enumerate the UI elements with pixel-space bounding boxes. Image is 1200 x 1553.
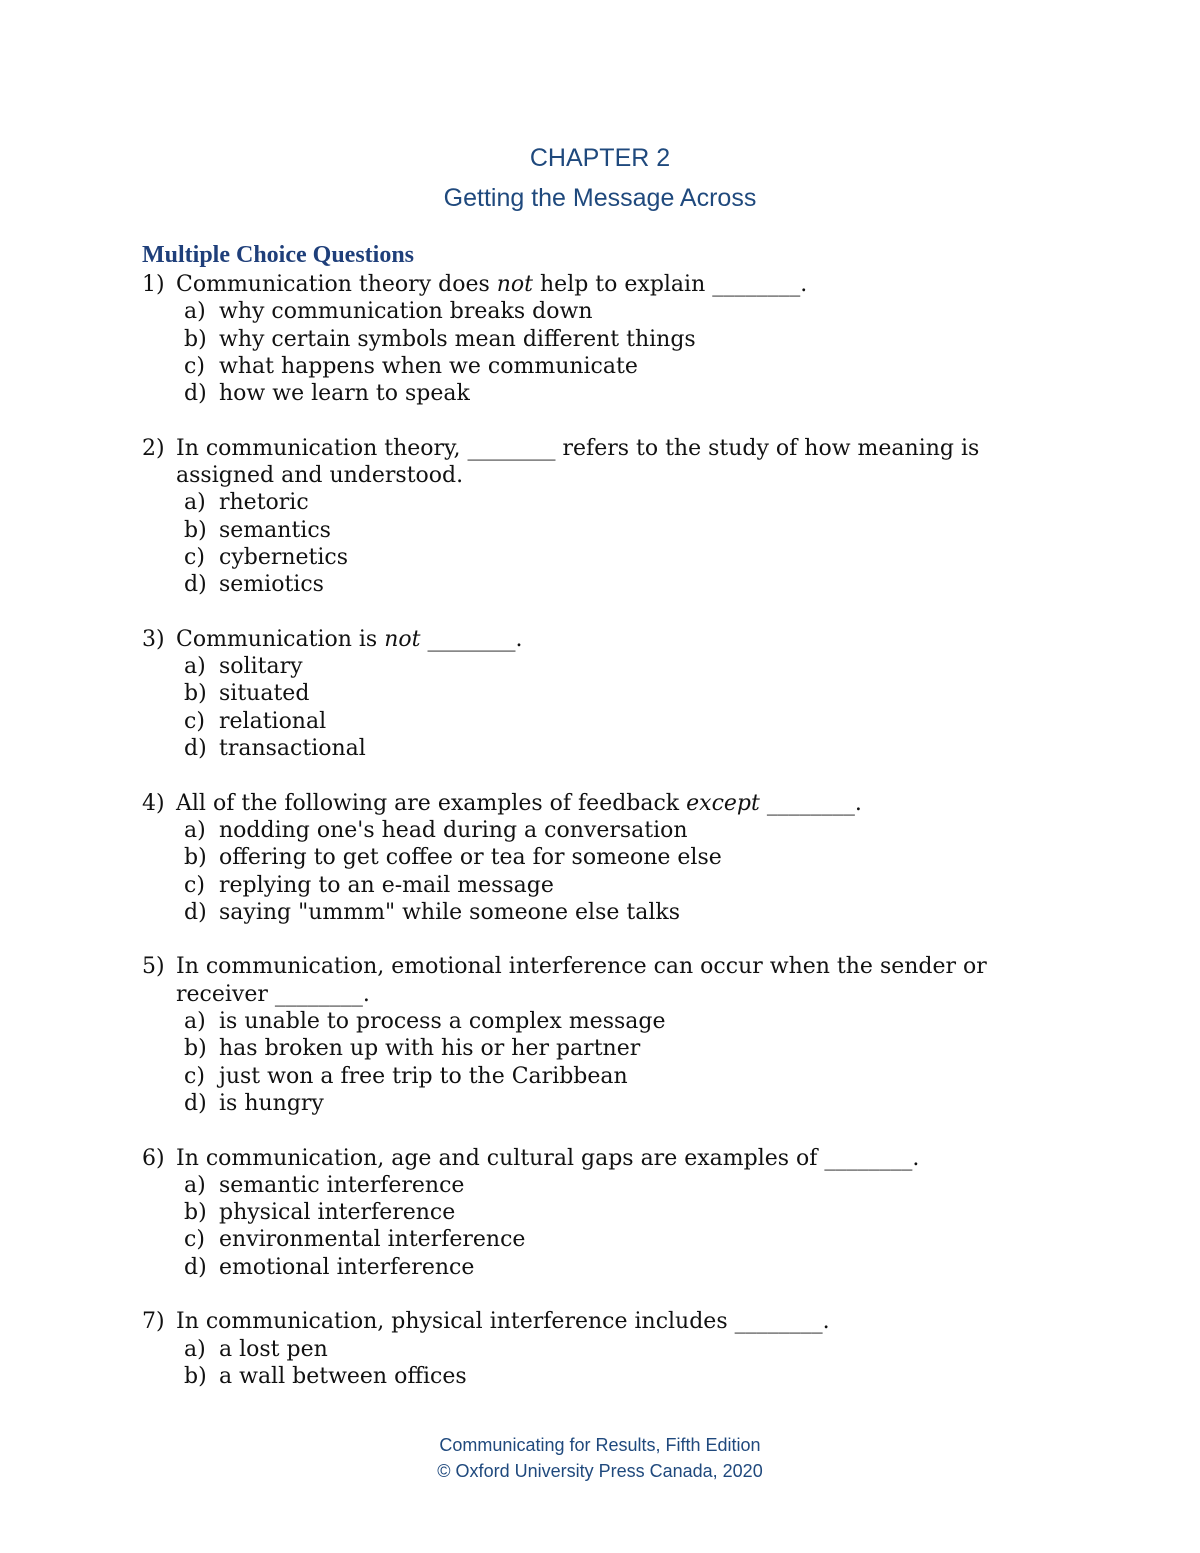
option-label: a) — [184, 490, 206, 516]
option-text: cybernetics — [219, 544, 349, 570]
option-text: environmental interference — [219, 1227, 526, 1253]
question-stem — [142, 626, 1062, 653]
option-text: situated — [219, 681, 310, 707]
option-label: d) — [184, 736, 207, 762]
question-7 — [142, 1308, 1062, 1390]
answer-option — [142, 653, 1062, 680]
question-5 — [142, 953, 1062, 1117]
option-label: c) — [184, 1227, 205, 1253]
question-text: In communication, age and cultural gaps are examples of ________. — [176, 1145, 920, 1171]
question-6 — [142, 1145, 1062, 1281]
option-text: saying "ummm" while someone else talks — [219, 899, 681, 925]
option-text: replying to an e-mail message — [219, 872, 554, 898]
option-label: c) — [184, 872, 205, 898]
answer-option — [142, 353, 1062, 380]
option-text: rhetoric — [219, 490, 309, 516]
question-stem — [142, 790, 1062, 817]
option-label: b) — [184, 1363, 207, 1389]
answer-options — [142, 1336, 1062, 1391]
answer-option — [142, 1035, 1062, 1062]
option-text: a lost pen — [219, 1336, 328, 1362]
question-number: 1) — [142, 272, 165, 297]
answer-option — [142, 708, 1062, 735]
question-text: Communication theory does — [176, 272, 497, 297]
option-text: emotional interference — [219, 1254, 475, 1280]
question-stem — [142, 271, 1062, 298]
answer-option — [142, 326, 1062, 353]
question-number: 5) — [142, 954, 165, 980]
question-text: In communication, physical interference includes ________. — [176, 1309, 830, 1335]
option-text: has broken up with his or her partner — [219, 1036, 641, 1062]
chapter-title: Getting the Message Across — [443, 184, 757, 212]
answer-options — [142, 653, 1062, 762]
question-text: All of the following are examples of feedback — [176, 790, 687, 816]
answer-option — [142, 1363, 1062, 1390]
answer-options — [142, 1172, 1062, 1281]
answer-option — [142, 571, 1062, 598]
option-text: is unable to process a complex message — [219, 1009, 666, 1035]
question-list — [142, 271, 1062, 1417]
option-label: b) — [184, 517, 207, 543]
answer-option — [142, 1254, 1062, 1281]
option-text: why certain symbols mean different things — [219, 326, 696, 352]
question-text-end: help to explain ________. — [533, 272, 808, 297]
answer-option — [142, 517, 1062, 544]
answer-option — [142, 844, 1062, 871]
option-label: d) — [184, 572, 207, 598]
answer-option — [142, 735, 1062, 762]
option-label: a) — [184, 1172, 206, 1198]
question-text: Communication is — [176, 626, 385, 652]
answer-option — [142, 1090, 1062, 1117]
option-label: b) — [184, 1200, 207, 1226]
question-number: 3) — [142, 626, 165, 652]
option-text: semiotics — [219, 572, 324, 598]
answer-option — [142, 1172, 1062, 1199]
option-text: offering to get coffee or tea for someone else — [219, 845, 722, 871]
answer-option — [142, 298, 1062, 325]
question-stem — [142, 435, 1062, 490]
question-number: 7) — [142, 1309, 165, 1335]
option-text: a wall between offices — [219, 1363, 467, 1389]
question-emphasis: not — [496, 272, 534, 297]
question-emphasis: not — [384, 626, 421, 652]
answer-option — [142, 817, 1062, 844]
option-label: d) — [184, 1090, 207, 1116]
option-label: d) — [184, 1254, 207, 1280]
option-label: b) — [184, 326, 207, 352]
option-label: a) — [184, 654, 206, 680]
option-text: physical interference — [219, 1200, 456, 1226]
question-number: 6) — [142, 1145, 165, 1171]
option-text: just won a free trip to the Caribbean — [219, 1063, 628, 1089]
option-label: d) — [184, 381, 207, 407]
option-label: c) — [184, 1063, 205, 1089]
page-footer — [0, 1432, 1200, 1484]
answer-options — [142, 1008, 1062, 1117]
answer-option — [142, 899, 1062, 926]
option-label: d) — [184, 899, 207, 925]
option-text: how we learn to speak — [219, 381, 470, 407]
option-label: b) — [184, 681, 207, 707]
option-label: b) — [184, 1036, 207, 1062]
answer-option — [142, 872, 1062, 899]
answer-option — [142, 1226, 1062, 1253]
option-text: solitary — [219, 654, 303, 680]
option-text: transactional — [219, 736, 366, 762]
question-stem — [142, 953, 1062, 1008]
option-text: semantics — [219, 517, 331, 543]
answer-options — [142, 298, 1062, 407]
question-text: In communication theory, ________ refers to the study of how meaning is assigned and understood. — [176, 435, 980, 489]
option-label: a) — [184, 1009, 206, 1035]
footer-copyright: © Oxford University Press Canada, 2020 — [437, 1461, 763, 1481]
option-text: semantic interference — [219, 1172, 465, 1198]
question-4 — [142, 790, 1062, 926]
answer-option — [142, 380, 1062, 407]
answer-option — [142, 1336, 1062, 1363]
option-label: a) — [184, 817, 206, 843]
option-label: a) — [184, 1336, 206, 1362]
answer-option — [142, 544, 1062, 571]
question-text-end: ________. — [420, 626, 523, 652]
question-number: 2) — [142, 435, 165, 461]
answer-option — [142, 489, 1062, 516]
option-text: is hungry — [219, 1090, 324, 1116]
option-label: a) — [184, 299, 206, 325]
option-label: b) — [184, 845, 207, 871]
answer-options — [142, 817, 1062, 926]
option-text: what happens when we communicate — [219, 353, 638, 379]
option-label: c) — [184, 353, 205, 379]
answer-option — [142, 1063, 1062, 1090]
question-number: 4) — [142, 790, 165, 816]
question-1 — [142, 271, 1062, 407]
option-label: c) — [184, 708, 205, 734]
question-3 — [142, 626, 1062, 762]
answer-option — [142, 1199, 1062, 1226]
section-heading: Multiple Choice Questions — [142, 242, 415, 268]
option-text: why communication breaks down — [219, 299, 593, 325]
question-emphasis: except — [686, 790, 760, 816]
question-stem — [142, 1145, 1062, 1172]
option-label: c) — [184, 544, 205, 570]
answer-options — [142, 489, 1062, 598]
answer-option — [142, 680, 1062, 707]
question-text-end: ________. — [759, 790, 862, 816]
answer-option — [142, 1008, 1062, 1035]
question-stem — [142, 1308, 1062, 1335]
option-text: nodding one's head during a conversation — [219, 817, 688, 843]
question-2 — [142, 435, 1062, 599]
chapter-number: CHAPTER 2 — [529, 144, 671, 172]
question-text: In communication, emotional interference can occur when the sender or receiver ________. — [176, 954, 987, 1007]
footer-book-title: Communicating for Results, Fifth Edition — [439, 1435, 761, 1455]
option-text: relational — [219, 708, 327, 734]
